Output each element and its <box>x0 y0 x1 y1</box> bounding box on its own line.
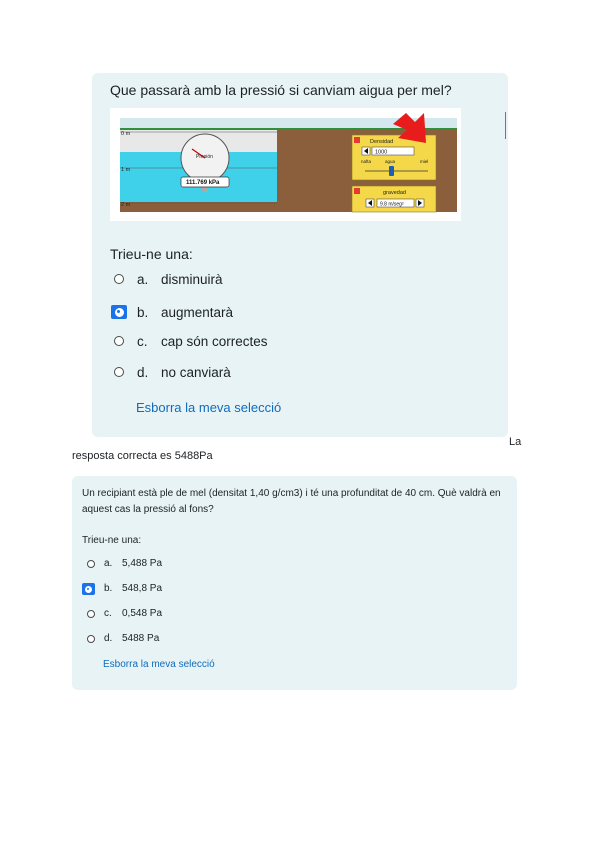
slider-label-miel: miel <box>420 159 429 164</box>
option-text: disminuirà <box>161 271 223 287</box>
option-letter: b. <box>104 583 113 594</box>
slider-thumb[interactable] <box>389 166 394 176</box>
radio-unchecked-icon[interactable] <box>114 336 124 346</box>
radio-unchecked-icon[interactable] <box>114 367 124 377</box>
gravity-panel[interactable] <box>352 186 436 212</box>
option-letter: b. <box>137 304 149 320</box>
question-2-text: Un recipiant està ple de mel (densitat 1,40 g/cm3) i té una profunditat de 40 cm. Què valdrà en aquest cas la pressió al fons? <box>82 488 501 515</box>
option-letter: c. <box>104 608 112 619</box>
depth-label-1: 1 m <box>121 167 131 173</box>
clear-selection-link[interactable]: Esborra la meva selecció <box>136 400 282 415</box>
pressure-gauge-icon[interactable] <box>181 134 229 192</box>
radio-unchecked-icon[interactable] <box>87 610 95 618</box>
note-text-la: La <box>509 436 522 448</box>
density-value: 1000 <box>375 149 388 156</box>
radio-checked-icon[interactable] <box>111 305 127 319</box>
slider-label-nafta: nafta <box>361 159 372 164</box>
option-c[interactable] <box>114 333 268 349</box>
choose-one-prompt: Trieu-ne una: <box>110 246 193 262</box>
option-a[interactable] <box>114 271 223 287</box>
radio-checked-icon[interactable] <box>82 583 95 595</box>
option-text: no canviarà <box>161 364 231 380</box>
question-1-text: Que passarà amb la pressió si canviam aigua per mel? <box>110 82 452 98</box>
option-text: augmentarà <box>161 304 234 320</box>
option-d[interactable] <box>114 364 231 380</box>
correct-answer-note: resposta correcta es 5488Pa <box>72 450 213 462</box>
density-title: Densidad <box>370 139 394 145</box>
gauge-label: Presión <box>196 154 213 160</box>
option-letter: a. <box>137 271 149 287</box>
option-letter: c. <box>137 333 148 349</box>
pressure-simulation-image <box>110 108 461 221</box>
radio-unchecked-icon[interactable] <box>87 635 95 643</box>
red-cursor-mark <box>505 112 506 139</box>
gauge-value: 111.769 kPa <box>186 180 220 186</box>
close-icon[interactable] <box>354 188 360 194</box>
option-text: 548,8 Pa <box>122 583 163 594</box>
option-b[interactable] <box>114 304 234 320</box>
depth-label-2: 2 m <box>121 202 131 208</box>
slider-label-agua: agua <box>385 159 396 164</box>
choose-one-prompt: Trieu-ne una: <box>82 535 142 546</box>
option-text: 5,488 Pa <box>122 558 163 569</box>
clear-selection-link[interactable]: Esborra la meva selecció <box>103 659 215 670</box>
depth-label-0: 0 m <box>121 131 131 137</box>
option-text: 0,548 Pa <box>122 608 163 619</box>
radio-unchecked-icon[interactable] <box>114 274 124 284</box>
option-letter: a. <box>104 558 113 569</box>
option-letter: d. <box>104 633 113 644</box>
close-icon[interactable] <box>354 137 360 143</box>
option-text: cap són correctes <box>161 333 268 349</box>
radio-unchecked-icon[interactable] <box>87 560 95 568</box>
gravity-title: gravedad <box>383 190 406 196</box>
gravity-value: 9.8 m/seg² <box>380 201 404 208</box>
option-letter: d. <box>137 364 149 380</box>
option-text: 5488 Pa <box>122 633 160 644</box>
